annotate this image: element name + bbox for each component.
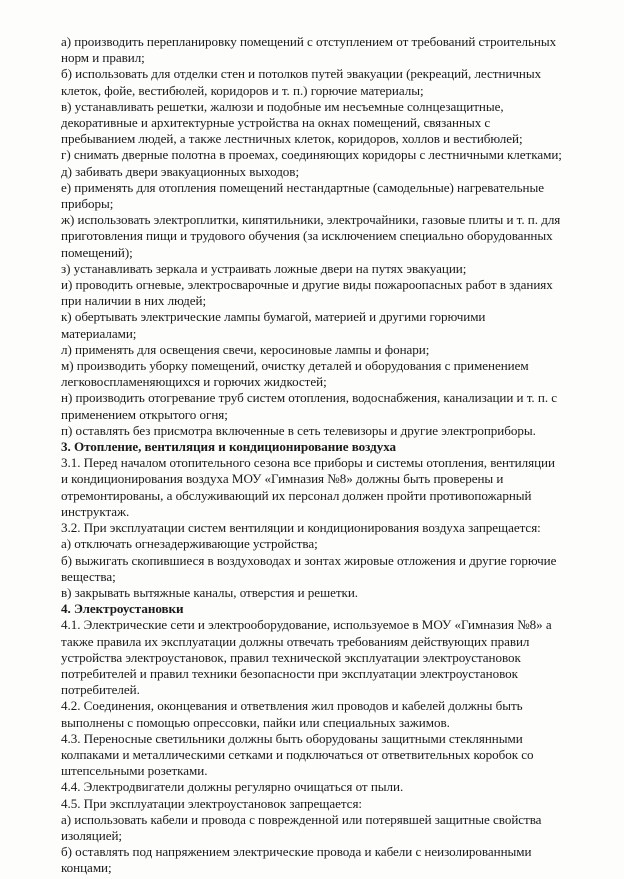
text-line: изоляцией; — [61, 827, 123, 843]
text-line: устройства электроустановок, правил технической эксплуатации электроустановок — [61, 649, 521, 665]
text-line: при наличии в них людей; — [61, 293, 207, 309]
text-line: б) выжигать скопившиеся в воздуховодах и зонтах жировые отложения и другие горючие — [61, 552, 557, 568]
text-line: а) использовать кабели и провода с поврежденной или потерявшей защитные свойства — [61, 811, 542, 827]
text-line: 4.2. Соединения, оконцевания и ответвления жил проводов и кабелей должны быть — [61, 698, 523, 714]
text-line: а) производить перепланировку помещений с отступлением от требований строительных — [61, 34, 557, 49]
text-line: легковоспламеняющихся и горючих жидкостей; — [61, 374, 327, 390]
text-line: колпаками и металлическими сетками и подключаться от ответвительных коробок со — [61, 746, 534, 762]
text-line: к) обертывать электрические лампы бумагой, материей и другими горючими — [61, 309, 486, 325]
text-line: вещества; — [61, 568, 116, 584]
text-line: 4.5. При эксплуатации электроустановок запрещается: — [61, 795, 363, 811]
text-line: в) устанавливать решетки, жалюзи и подобные им несъемные солнцезащитные, — [61, 98, 504, 114]
text-line: 4.1. Электрические сети и электрооборудование, используемое в МОУ «Гимназия №8» а — [61, 617, 552, 633]
text-line: а) отключать огнезадерживающие устройства; — [61, 536, 318, 552]
text-line: м) производить уборку помещений, очистку деталей и оборудования с применением — [61, 358, 529, 374]
text-line: выполнены с помощью опрессовки, пайки или специальных зажимов. — [61, 714, 450, 730]
text-line: г) снимать дверные полотна в проемах, соединяющих коридоры с лестничными клетками; — [61, 147, 562, 163]
text-line: материалами; — [61, 325, 137, 341]
text-line: помещений); — [61, 244, 133, 260]
text-line: концами; — [61, 860, 112, 876]
text-line: б) оставлять под напряжением электрические провода и кабели с неизолированными — [61, 844, 532, 860]
text-line: пребыванием людей, а также лестничных клеток, коридоров, холлов и вестибюлей; — [61, 131, 523, 147]
text-line: потребителей. — [61, 682, 140, 698]
text-line: отремонтированы, а обслуживающий их персонал должен пройти противопожарный — [61, 487, 532, 503]
text-line: также правила их эксплуатации должны отвечать требованиям действующих правил — [61, 633, 530, 649]
section-heading: 4. Электроустановки — [61, 601, 184, 617]
text-line: декоративные и архитектурные устройства на окнах помещений, связанных с — [61, 115, 491, 131]
text-line: ж) использовать электроплитки, кипятильники, электрочайники, газовые плиты и т. п. для — [61, 212, 561, 228]
text-line: применением открытого огня; — [61, 406, 228, 422]
text-line: в) закрывать вытяжные каналы, отверстия и решетки. — [61, 584, 359, 600]
text-line: 4.4. Электродвигатели должны регулярно очищаться от пыли. — [61, 779, 404, 795]
text-line: инструктаж. — [61, 503, 130, 519]
text-line: л) применять для освещения свечи, керосиновые лампы и фонари; — [61, 341, 430, 357]
text-line: з) устанавливать зеркала и устраивать ложные двери на путях эвакуации; — [61, 260, 467, 276]
text-line: п) оставлять без присмотра включенные в сеть телевизоры и другие электроприборы. — [61, 422, 536, 438]
text-line: д) забивать двери эвакуационных выходов; — [61, 163, 300, 179]
text-line: и) проводить огневые, электросварочные и другие виды пожароопасных работ в зданиях — [61, 277, 553, 293]
text-line: и кондиционирования воздуха МОУ «Гимназия №8» должны быть проверены и — [61, 471, 504, 487]
document-body — [61, 34, 594, 877]
text-line: потребителей и правил техники безопасности при эксплуатации электроустановок — [61, 665, 518, 681]
text-line: приготовления пищи и трудового обучения (за исключением специально оборудованных — [61, 228, 553, 244]
text-line: 3.1. Перед началом отопительного сезона все приборы и системы отопления, вентиляции — [61, 455, 555, 471]
text-line: норм и правил; — [61, 50, 145, 66]
text-line: е) применять для отопления помещений нестандартные (самодельные) нагревательные — [61, 179, 544, 195]
text-line: штепсельными розетками. — [61, 763, 208, 779]
text-line: 4.3. Переносные светильники должны быть оборудованы защитными стеклянными — [61, 730, 523, 746]
text-line: клеток, фойе, вестибюлей, коридоров и т. п.) горючие материалы; — [61, 82, 424, 98]
text-line: н) производить отогревание труб систем отопления, водоснабжения, канализации и т. п. с — [61, 390, 558, 406]
text-line: 3.2. При эксплуатации систем вентиляции и кондиционирования воздуха запрещается: — [61, 520, 541, 536]
section-heading: 3. Отопление, вентиляция и кондиционирование воздуха — [61, 439, 397, 455]
text-line: приборы; — [61, 196, 114, 212]
text-line: б) использовать для отделки стен и потолков путей эвакуации (рекреаций, лестничных — [61, 66, 542, 82]
